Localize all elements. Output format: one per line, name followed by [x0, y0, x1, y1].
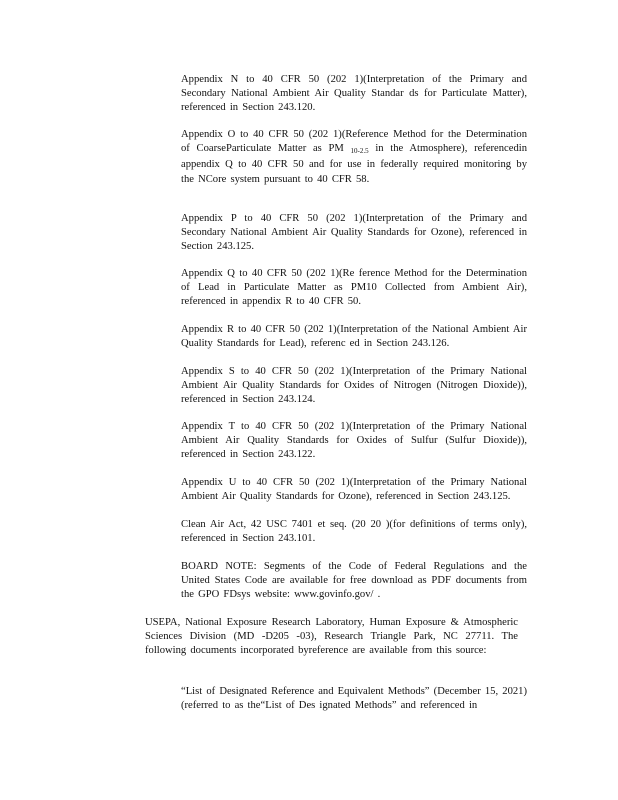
- paragraph-board-note: BOARD NOTE: Segments of the Code of Federal Regulations and the United States Code are available for free download as PDF documents from the GPO FDsys website: www.govinfo.gov/ .: [181, 561, 527, 601]
- paragraph-usepa: USEPA, National Exposure Research Laboratory, Human Exposure & Atmospheric Sciences Division (MD -D205 -03), Research Triangle Park, NC 27711. The following documents incorporated byreference are available from this source:: [145, 617, 518, 657]
- paragraph-list-designated-methods: “List of Designated Reference and Equivalent Methods” (December 15, 2021) (referred to as the“List of Des ignated Methods” and referenced in: [181, 686, 527, 712]
- appendix-o-text-before: Appendix O to 40 CFR 50 (202 1)(Reference Method for the Determination of CoarseParticulate Matter as PM: [181, 129, 527, 155]
- paragraph-appendix-p: Appendix P to 40 CFR 50 (202 1)(Interpretation of the Primary and Secondary National Ambient Air Quality Standards for Ozone), referenced in Section 243.125.: [181, 213, 527, 253]
- paragraph-appendix-t: Appendix T to 40 CFR 50 (202 1)(Interpretation of the Primary National Ambient Air Quality Standards for Oxides of Sulfur (Sulfur Dioxide)), referenced in Section 243.122.: [181, 421, 527, 461]
- paragraph-appendix-q: Appendix Q to 40 CFR 50 (202 1)(Re ference Method for the Determination of Lead in Particulate Matter as PM10 Collected from Ambient Air), referenced in appendix R to 40 CFR 50.: [181, 268, 527, 308]
- paragraph-appendix-n: Appendix N to 40 CFR 50 (202 1)(Interpretation of the Primary and Secondary National Ambient Air Quality Standar ds for Particulate Matter), referenced in Section 243.120.: [181, 74, 527, 114]
- paragraph-appendix-o: [181, 128, 527, 187]
- paragraph-clean-air-act: Clean Air Act, 42 USC 7401 et seq. (20 20 )(for definitions of terms only), referenced in Section 243.101.: [181, 519, 527, 545]
- paragraph-appendix-u: Appendix U to 40 CFR 50 (202 1)(Interpretation of the Primary National Ambient Air Quality Standards for Ozone), referenced in Section 243.125.: [181, 477, 527, 503]
- paragraph-appendix-r: Appendix R to 40 CFR 50 (202 1)(Interpretation of the National Ambient Air Quality Standards for Lead), referenc ed in Section 243.126.: [181, 324, 527, 350]
- paragraph-appendix-s: Appendix S to 40 CFR 50 (202 1)(Interpretation of the Primary National Ambient Air Quality Standards for Oxides of Nitrogen (Nitrogen Dioxide)), referenced in Section 243.124.: [181, 366, 527, 406]
- appendix-o-text-after: in the Atmosphere), referencedin appendix Q to 40 CFR 50 and for use in federally required monitoring by the NCore system pursuant to 40 CFR 58.: [181, 143, 527, 185]
- pm-subscript: 10-2.5: [350, 147, 369, 156]
